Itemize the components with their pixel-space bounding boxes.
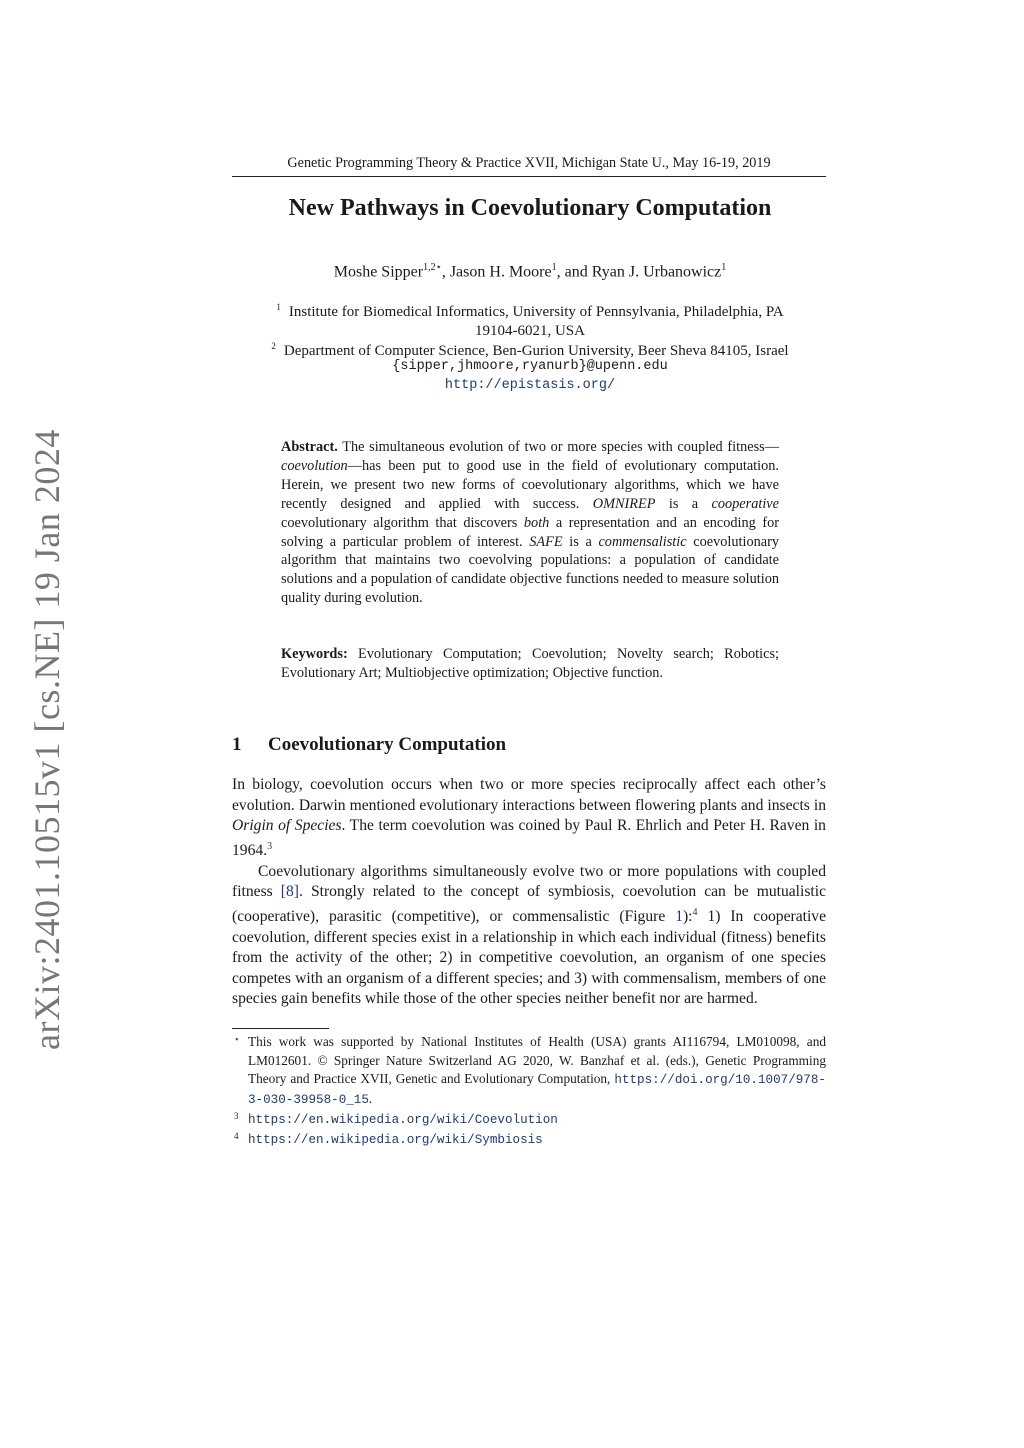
wikipedia-symbiosis-link[interactable]: https://en.wikipedia.org/wiki/Symbiosis	[248, 1132, 543, 1147]
affiliation-mark: 1	[276, 302, 281, 312]
footnote-text: This work was supported by National Institutes of Health (USA) grants AI116794, LM010098, and LM012601. © Springer Nature Switzerland AG 2020, W. Banzhaf et al. (eds.), Genetic Programming Theory and Practice XVII, Genetic and Evolutionary Computation,	[248, 1034, 826, 1087]
abstract-emphasis: cooperative	[711, 495, 779, 512]
paragraph	[232, 862, 826, 1010]
abstract-emphasis: commensalistic	[598, 533, 687, 550]
author-affiliation-mark: 1	[551, 262, 557, 273]
footnote-funding	[232, 1033, 826, 1110]
author-separator: , and	[556, 263, 592, 281]
keywords-label: Keywords:	[281, 646, 348, 662]
affiliation-text: Department of Computer Science, Ben-Gurion University, Beer Sheva 84105, Israel	[283, 343, 789, 359]
section-body	[232, 775, 826, 1010]
affiliation-mark: 2	[271, 341, 276, 351]
section-heading	[232, 734, 826, 756]
doi-link[interactable]: https://doi.org/10.1007/978-3-030-39958-0_15	[248, 1073, 826, 1108]
footnote-divider	[232, 1028, 329, 1029]
paragraph-text: . Strongly related to the concept of symbiosis, coevolution can be mutualistic (cooperative), parasitic (competitive), or commensalistic (Figure	[232, 883, 826, 925]
author-name: Ryan J. Urbanowicz	[591, 263, 722, 281]
abstract-text: is a	[655, 495, 712, 512]
wikipedia-coevolution-link[interactable]: https://en.wikipedia.org/wiki/Coevolution	[248, 1112, 558, 1127]
footnote-4	[232, 1130, 826, 1150]
abstract	[281, 438, 779, 608]
affiliation-text: Institute for Biomedical Informatics, University of Pennsylvania, Philadelphia, PA	[288, 304, 784, 320]
author-list	[200, 262, 860, 281]
book-title: Origin of Species	[232, 817, 342, 835]
footnote-3	[232, 1110, 826, 1130]
abstract-emphasis: SAFE	[529, 533, 563, 550]
abstract-emphasis: both	[523, 514, 550, 531]
paragraph-text: In biology, coevolution occurs when two or more species reciprocally affect each other’s evolution. Darwin mentioned evolutionary interactions between flowering plants and insects in	[232, 776, 826, 814]
author-emails: {sipper,jhmoore,ryanurb}@upenn.edu	[392, 359, 668, 374]
paragraph-text: Coevolutionary algorithms simultaneously evolve two or more populations with coupled fitness	[232, 862, 826, 901]
paper-title: New Pathways in Coevolutionary Computation	[288, 195, 772, 221]
url-line	[230, 375, 830, 395]
affiliation-1	[230, 298, 830, 341]
running-head: Genetic Programming Theory & Practice XVII, Michigan State U., May 16-19, 2019	[232, 155, 826, 177]
author-affiliation-mark: 1	[721, 262, 727, 273]
abstract-label: Abstract.	[281, 439, 338, 455]
email-line	[230, 356, 830, 376]
footnote-mark: ⋆	[234, 1034, 240, 1044]
abstract-emphasis: OMNIREP	[592, 495, 656, 512]
citation-link[interactable]: [8]	[280, 883, 299, 901]
arxiv-identifier: arXiv:2401.10515v1 [cs.NE] 19 Jan 2024	[27, 429, 67, 1050]
section-number: 1	[232, 734, 242, 755]
keywords-text: Evolutionary Computation; Coevolution; Novelty search; Robotics; Evolutionary Art; Multiobjective optimization; Objective function.	[281, 646, 779, 681]
footnote-text: .	[368, 1091, 373, 1107]
keywords	[281, 645, 779, 683]
abstract-text: a representation and an encoding for solving a particular problem of interest.	[281, 514, 780, 550]
footnote-ref-link[interactable]: 4	[692, 906, 698, 918]
author-name: Jason H. Moore	[449, 263, 552, 281]
affiliation-text: 19104-6021, USA	[474, 323, 585, 339]
author-affiliation-mark: 1,2⋆	[423, 262, 442, 273]
abstract-text: The simultaneous evolution of two or more species with coupled fitness—	[337, 439, 779, 455]
paragraph	[232, 775, 826, 862]
author-separator: ,	[441, 263, 450, 281]
footnotes	[232, 1033, 826, 1149]
figure-ref-link[interactable]: 1	[675, 907, 683, 925]
paragraph-text: . The term coevolution was coined by Paul R. Ehrlich and Peter H. Raven in 1964.	[232, 817, 826, 859]
abstract-text: —has been put to good use in the field of evolutionary computation. Herein, we present two new forms of coevolutionary algorithms, which we have recently designed and applied with success.	[281, 457, 779, 512]
section-title: Coevolutionary Computation	[268, 734, 507, 755]
abstract-text: is a	[562, 533, 599, 550]
abstract-emphasis: coevolution	[281, 457, 348, 474]
abstract-text: coevolutionary algorithm that maintains two coevolving populations: a population of candidate solutions and a population of candidate objective functions needed to measure solution quality during evolution.	[281, 533, 780, 607]
footnote-ref-link[interactable]: 3	[267, 840, 273, 852]
lab-website-link[interactable]: http://epistasis.org/	[444, 378, 616, 393]
author-name: Moshe Sipper	[333, 263, 424, 281]
paragraph-text: 1) In cooperative coevolution, different species exist in a relationship in which each individual (fitness) benefits from the activity of the other; 2) in competitive coevolution, an organism of one species competes with an organism of a different species; and 3) with commensalism, members of one species gain benefits while those of the other species neither benefit nor are harmed.	[232, 907, 826, 1008]
paragraph-text: ):	[682, 907, 693, 925]
abstract-text: coevolutionary algorithm that discovers	[281, 514, 524, 531]
footnote-mark: 4	[234, 1130, 239, 1141]
footnote-mark: 3	[234, 1110, 239, 1121]
